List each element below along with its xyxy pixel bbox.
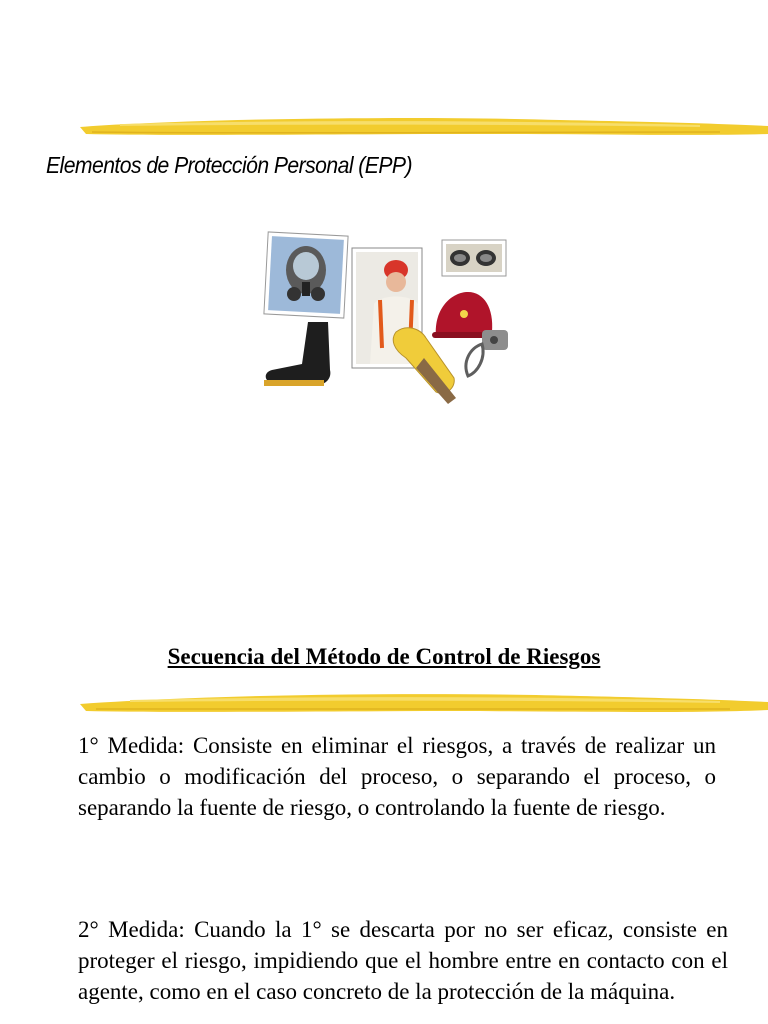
safety-goggles-photo bbox=[442, 240, 506, 276]
rubber-boot-photo bbox=[264, 322, 330, 386]
paragraph-first-measure: 1° Medida: Consiste en eliminar el riesgos, a través de realizar un cambio o modificación del proceso, o separando el proceso, o separando la fuente de riesgo, o controlando la fuente de riesgo. bbox=[78, 733, 716, 820]
ppe-collage-image bbox=[256, 228, 520, 406]
paragraph-second-measure: 2° Medida: Cuando la 1° se descarta por no ser eficaz, consiste en proteger el riesgo, impidiendo que el hombre entre en contacto con el agente, como en el caso concreto de la protección de la máquina. bbox=[78, 917, 728, 1004]
yellow-brush-divider-bottom bbox=[0, 686, 768, 720]
section-heading: Secuencia del Método de Control de Riesgos bbox=[167, 644, 601, 669]
respirator-mask-photo bbox=[264, 232, 348, 318]
page-title: Elementos de Protección Personal (EPP) bbox=[46, 152, 412, 178]
yellow-brush-divider-top bbox=[0, 112, 768, 142]
